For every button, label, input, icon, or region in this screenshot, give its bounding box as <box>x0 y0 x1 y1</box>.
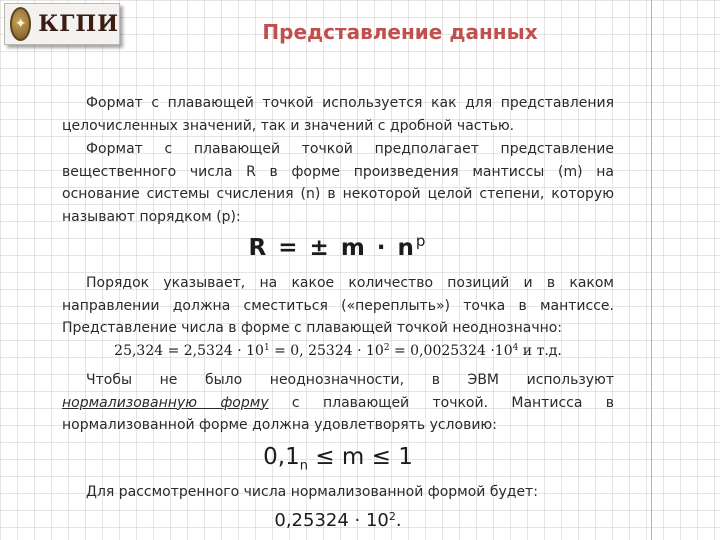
paragraph-5: Для рассмотренного числа нормализованной формой будет: <box>86 484 538 500</box>
formula-examples-c: = 0,0025324 ·10 <box>389 343 513 359</box>
formula-condition <box>62 444 614 474</box>
formula-examples-b: = 0, 25324 · 10 <box>269 343 384 359</box>
formula-examples-a-exp: 1 <box>263 343 270 353</box>
margin-line <box>651 0 652 540</box>
emblem-icon: ✦ <box>10 7 31 41</box>
normalized-form-term: нормализованную форму <box>62 394 269 411</box>
paragraph-3: Порядок указывает, на какое количество позиций и в каком направлении должна сместиться («переплыть») точка в мантиссе. Представление числа в форме с плавающей точкой неоднозначно: <box>62 275 614 336</box>
formula-result <box>62 510 614 531</box>
paragraph-1: Формат с плавающей точкой используется как для представления целочисленных значений, так и значений с дробной частью. <box>62 95 614 134</box>
formula-condition-a: 0,1 <box>263 444 300 470</box>
formula-examples-c-exp: 4 <box>512 343 519 353</box>
formula-condition-sub: n <box>299 458 308 474</box>
formula-examples-b-exp: 2 <box>383 343 390 353</box>
formula-examples <box>62 343 614 359</box>
formula-condition-b: ≤ m ≤ 1 <box>308 444 413 470</box>
paragraph-4-end: с плавающей точкой. Мантисса в нормализованной форме должна удовлетворять условию: <box>62 394 614 433</box>
formula-result-a: 0,25324 · 10 <box>274 510 389 531</box>
formula-examples-a: 25,324 = 2,5324 · 10 <box>114 343 264 359</box>
logo-text: КГПИ <box>38 11 119 37</box>
formula-float-exp: p <box>415 232 428 250</box>
formula-result-exp: 2 <box>388 510 396 523</box>
paragraph-2: Формат с плавающей точкой предполагает представление вещественного числа R в форме произведения мантиссы (m) на основание системы счисления (n) в некоторой целой степени, которую называют порядком (p): <box>62 141 614 225</box>
formula-float <box>62 232 614 261</box>
slide-title: Представление данных <box>262 20 538 44</box>
paragraph-4-start: Чтобы не было неоднозначности, в ЭВМ используют <box>86 372 614 388</box>
formula-examples-d: и т.д. <box>518 343 562 359</box>
formula-float-base: R = ± m · n <box>248 235 416 261</box>
paragraph-4 <box>62 369 614 437</box>
logo <box>4 3 120 45</box>
formula-result-b: . <box>395 510 402 531</box>
